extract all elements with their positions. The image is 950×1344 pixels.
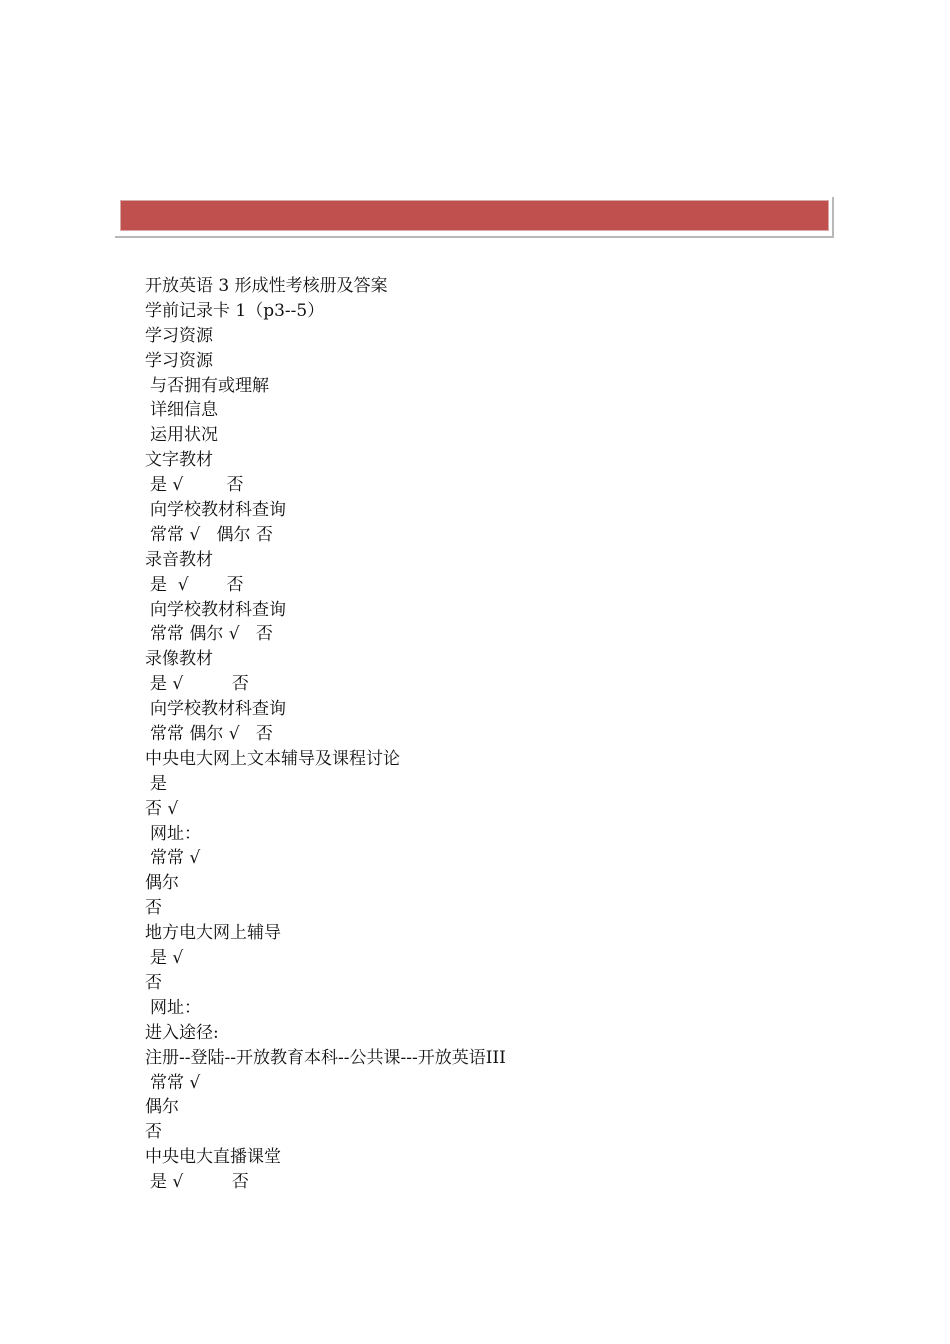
text-line: 注册--登陆--开放教育本科--公共课---开放英语III <box>145 1047 506 1068</box>
resource-heading: 录像教材 <box>145 649 213 670</box>
text-line: 偶尔 <box>145 1097 179 1118</box>
text-line: 是 <box>150 773 167 794</box>
document-title: 开放英语 3 形成性考核册及答案 <box>145 276 388 296</box>
resource-heading: 地方电大网上辅导 <box>145 923 281 944</box>
resource-heading: 中央电大网上文本辅导及课程讨论 <box>145 748 400 769</box>
document-body <box>145 274 845 1195</box>
text-line: 常常 偶尔 √ 否 <box>150 724 273 745</box>
text-line: 常常 √ <box>150 1072 201 1093</box>
text-line: 网址： <box>150 997 201 1018</box>
resource-heading: 中央电大直播课堂 <box>145 1147 281 1168</box>
header-banner <box>115 197 834 238</box>
text-line: 运用状况 <box>150 425 218 446</box>
text-line: 向学校教材科查询 <box>150 699 286 720</box>
text-line: 是 √ 否 <box>150 1172 249 1193</box>
text-line: 否 <box>145 898 162 919</box>
text-line: 网址： <box>150 823 201 844</box>
text-line: 是 √ 否 <box>150 574 244 595</box>
text-line: 学习资源 <box>145 350 213 371</box>
section-heading: 学前记录卡 1（p3--5） <box>145 300 325 321</box>
text-line: 是 √ 否 <box>150 674 249 695</box>
text-line: 学习资源 <box>145 325 213 346</box>
text-line: 是 √ <box>150 948 184 969</box>
header-banner-bar <box>121 201 828 230</box>
text-line: 否 <box>145 1122 162 1143</box>
text-line: 常常 偶尔 √ 否 <box>150 624 273 645</box>
text-line: 是 √ 否 <box>150 475 244 496</box>
resource-heading: 录音教材 <box>145 549 213 570</box>
text-line: 常常 √ <box>150 848 201 869</box>
text-line: 与否拥有或理解 <box>150 375 269 396</box>
text-line: 进入途径: <box>145 1022 219 1043</box>
resource-heading: 文字教材 <box>145 450 213 471</box>
text-line: 否 √ <box>145 798 179 819</box>
text-line: 向学校教材科查询 <box>150 599 286 620</box>
text-line: 偶尔 <box>145 873 179 894</box>
text-line: 向学校教材科查询 <box>150 500 286 521</box>
text-line: 详细信息 <box>150 400 218 421</box>
text-line: 否 <box>145 972 162 993</box>
text-line: 常常 √ 偶尔 否 <box>150 524 273 545</box>
